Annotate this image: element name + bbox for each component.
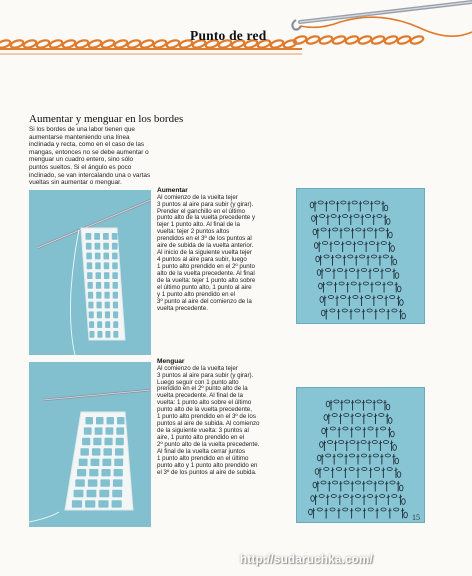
- chain-mark: [325, 269, 330, 272]
- chain-mark: [363, 201, 368, 204]
- aumentar-line: 1 punto alto prendido en el 2º punto: [157, 263, 255, 271]
- chain-mark: [341, 296, 346, 299]
- menguar-line: prendido en el 2º punto alto de la: [157, 385, 248, 393]
- chain-mark: [375, 282, 380, 285]
- diagram-menguar: [296, 387, 425, 523]
- chain-mark: [349, 468, 354, 471]
- aumentar-line: punto alto de la vuelta precedente y: [157, 214, 256, 222]
- chain-mark: [365, 215, 370, 218]
- menguar-line: vuelta: 1 punto alto sobre el último: [157, 399, 252, 407]
- watermark: http://sudaruchka.com/: [240, 554, 374, 566]
- chain-mark: [355, 414, 360, 417]
- aumentar-line: alto de la vuelta precedente. Al final: [157, 270, 255, 278]
- chain-mark: [332, 414, 337, 417]
- chain-mark: [358, 242, 363, 245]
- menguar-line: 3 puntos al aire para subir (y girar).: [157, 371, 254, 379]
- diagram-aumentar: [296, 188, 425, 324]
- chain-mark: [339, 441, 344, 444]
- chain-mark: [343, 508, 348, 511]
- chain-mark: [338, 454, 343, 457]
- chain-mark: [377, 215, 382, 218]
- chain-mark: [373, 269, 378, 272]
- chain-mark: [337, 269, 342, 272]
- aumentar-instructions: [157, 187, 285, 313]
- chain-mark: [327, 282, 332, 285]
- chain-mark: [321, 228, 326, 231]
- chain-mark: [330, 427, 335, 430]
- chain-mark: [373, 454, 378, 457]
- chain-mark: [342, 309, 347, 312]
- chain-mark: [344, 414, 349, 417]
- chain-mark: [343, 495, 348, 498]
- menguar-line: punto alto y 1 punto alto prendido en: [157, 461, 258, 469]
- chain-mark: [336, 255, 341, 258]
- chain-mark: [351, 282, 356, 285]
- chain-mark: [379, 414, 384, 417]
- chain-mark: [317, 508, 322, 511]
- chain-mark: [341, 201, 346, 204]
- chain-mark: [377, 296, 382, 299]
- chain-mark: [327, 441, 332, 444]
- menguar-line: puntos al aire de subida. Al comienzo: [157, 420, 260, 428]
- chain-mark: [390, 481, 395, 484]
- aumentar-line: de la vuelta: tejer 1 punto alto sobre: [157, 277, 256, 285]
- chain-mark: [385, 269, 390, 272]
- menguar-line: aire, 1 punto alto prendido en el: [157, 434, 245, 442]
- intro-line: aumentarse manteniendo una línea: [29, 133, 130, 141]
- aumentar-line: aire de subida de la vuelta anterior.: [157, 242, 254, 250]
- chain-mark: [328, 296, 333, 299]
- menguar-line: Al final de la vuelta cerrar juntos: [157, 448, 246, 456]
- chain-mark: [363, 282, 368, 285]
- crochet-swatch-menguar: [29, 362, 151, 527]
- chain-mark: [355, 400, 360, 403]
- chain-mark: [367, 481, 372, 484]
- chain-mark: [394, 508, 399, 511]
- stitch-chart-aumentar: [297, 189, 424, 323]
- intro-line: menguar un cuadro entero, sino sólo: [29, 156, 134, 164]
- chain-mark: [361, 441, 366, 444]
- chain-mark: [378, 481, 383, 484]
- photo-aumentar: [29, 190, 151, 355]
- chain-mark: [324, 255, 329, 258]
- chain-mark: [355, 495, 360, 498]
- chain-mark: [336, 468, 341, 471]
- aumentar-line: el último punto alto, 1 punto al aire: [157, 283, 252, 291]
- chain-mark: [360, 255, 365, 258]
- chain-mark: [392, 309, 397, 312]
- chain-mark: [375, 201, 380, 204]
- chain-mark: [348, 255, 353, 258]
- aumentar-line: Al comienzo de la vuelta tejer: [157, 193, 238, 201]
- chain-mark: [367, 228, 372, 231]
- chain-mark: [371, 255, 376, 258]
- aumentar-heading: Aumentar: [157, 187, 188, 194]
- chain-mark: [381, 508, 386, 511]
- menguar-line: 1 punto alto prendido en el 3º de los: [157, 413, 256, 421]
- intro-line: inclinado, se van intercalando una o vartas: [29, 171, 151, 179]
- stitch-chart-menguar: [297, 388, 424, 522]
- chain-mark: [334, 400, 339, 403]
- aumentar-line: tejer 1 punto alto. Al final de la: [157, 221, 240, 229]
- chain-mark: [350, 441, 355, 444]
- chain-mark: [334, 242, 339, 245]
- chain-mark: [356, 228, 361, 231]
- intro-paragraph: [29, 126, 205, 187]
- aumentar-line: Prender el ganchillo en el último: [157, 207, 246, 215]
- aumentar-line: 3º punto al aire del comienzo de la: [157, 297, 252, 305]
- chain-mark: [321, 481, 326, 484]
- aumentar-line: prendidos en el 3º de los puntos al: [157, 235, 252, 243]
- menguar-line: de la siguiente vuelta: 3 puntos al: [157, 427, 249, 435]
- menguar-line: Al comienzo de la vuelta tejer: [157, 364, 238, 372]
- chain-mark: [365, 296, 370, 299]
- chain-mark: [377, 400, 382, 403]
- chain-mark: [349, 269, 354, 272]
- aumentar-line: 3 puntos al aire para subir (y girar).: [157, 200, 254, 208]
- chain-mark: [320, 215, 325, 218]
- chain-mark: [344, 481, 349, 484]
- chain-mark: [355, 309, 360, 312]
- menguar-line: punto alto de la vuelta precedente,: [157, 406, 252, 414]
- chain-mark: [318, 201, 323, 204]
- chain-mark: [390, 296, 395, 299]
- chain-mark: [383, 255, 388, 258]
- menguar-line: vuelta precedente. Al final de la: [157, 392, 243, 400]
- intro-line: mangas, entonces no se debe aumentar o: [29, 148, 149, 156]
- chain-mark: [331, 215, 336, 218]
- menguar-line: el 3º de los puntos al aire de subida.: [157, 468, 257, 476]
- chain-mark: [330, 508, 335, 511]
- chain-mark: [343, 427, 348, 430]
- chain-mark: [381, 427, 386, 430]
- chain-mark: [331, 495, 336, 498]
- menguar-instructions: [157, 358, 285, 477]
- chain-mark: [367, 309, 372, 312]
- chain-mark: [346, 242, 351, 245]
- photo-menguar: [29, 362, 151, 527]
- chain-mark: [388, 282, 393, 285]
- chain-mark: [355, 481, 360, 484]
- chain-mark: [352, 201, 357, 204]
- chain-mark: [324, 468, 329, 471]
- chain-mark: [333, 228, 338, 231]
- chain-mark: [369, 242, 374, 245]
- aumentar-line: y 1 punto alto prendido en el: [157, 290, 236, 298]
- chain-mark: [322, 242, 327, 245]
- chain-mark: [354, 215, 359, 218]
- chain-mark: [349, 454, 354, 457]
- chain-mark: [339, 282, 344, 285]
- chain-mark: [366, 400, 371, 403]
- intro-line: inclinada y recta, como en el caso de las: [29, 141, 145, 149]
- chain-mark: [353, 296, 358, 299]
- menguar-heading: Menguar: [157, 358, 185, 365]
- chain-mark: [367, 414, 372, 417]
- chain-mark: [326, 454, 331, 457]
- chain-mark: [379, 228, 384, 231]
- menguar-line: Luego seguir con 1 punto alto: [157, 378, 239, 386]
- intro-line: puntos sueltos. Si el ángulo es poco: [29, 163, 132, 171]
- aumentar-line: vuelta: tejer 2 puntos altos: [157, 228, 230, 236]
- aumentar-line: vuelta precedente.: [157, 304, 208, 312]
- aumentar-line: 4 puntos al aire para subir, luego: [157, 256, 247, 264]
- chain-mark: [329, 201, 334, 204]
- chain-mark: [355, 508, 360, 511]
- aumentar-line: Al inicio de la siguiente vuelta tejer: [157, 249, 252, 257]
- chain-mark: [374, 468, 379, 471]
- chain-mark: [368, 495, 373, 498]
- chain-mark: [361, 454, 366, 457]
- chain-mark: [368, 427, 373, 430]
- chain-mark: [383, 441, 388, 444]
- chain-mark: [392, 495, 397, 498]
- chain-mark: [344, 228, 349, 231]
- chain-mark: [385, 454, 390, 457]
- menguar-line: 1 punto alto prendido en el último: [157, 454, 249, 462]
- chain-mark: [380, 495, 385, 498]
- crochet-swatch-aumentar: [29, 190, 151, 355]
- chain-mark: [362, 468, 367, 471]
- chain-mark: [345, 400, 350, 403]
- chain-mark: [355, 427, 360, 430]
- menguar-line: 2º punto alto de la vuelta precedente.: [157, 441, 260, 449]
- chain-mark: [361, 269, 366, 272]
- chain-mark: [387, 468, 392, 471]
- intro-line: vueltas sin aumentar o menguar.: [29, 179, 122, 187]
- section-title: Aumentar y menguar en los bordes: [29, 113, 184, 125]
- page-number: 15: [412, 513, 420, 522]
- chain-mark: [332, 481, 337, 484]
- chain-mark: [342, 215, 347, 218]
- intro-line: Si los bordes de una labor tienen que: [29, 126, 135, 133]
- page-header: [0, 0, 472, 68]
- chain-mark: [379, 309, 384, 312]
- chain-mark: [368, 508, 373, 511]
- page-title: Punto de red: [190, 28, 267, 43]
- chain-mark: [372, 441, 377, 444]
- chain-mark: [381, 242, 386, 245]
- chain-mark: [319, 495, 324, 498]
- chain-mark: [330, 309, 335, 312]
